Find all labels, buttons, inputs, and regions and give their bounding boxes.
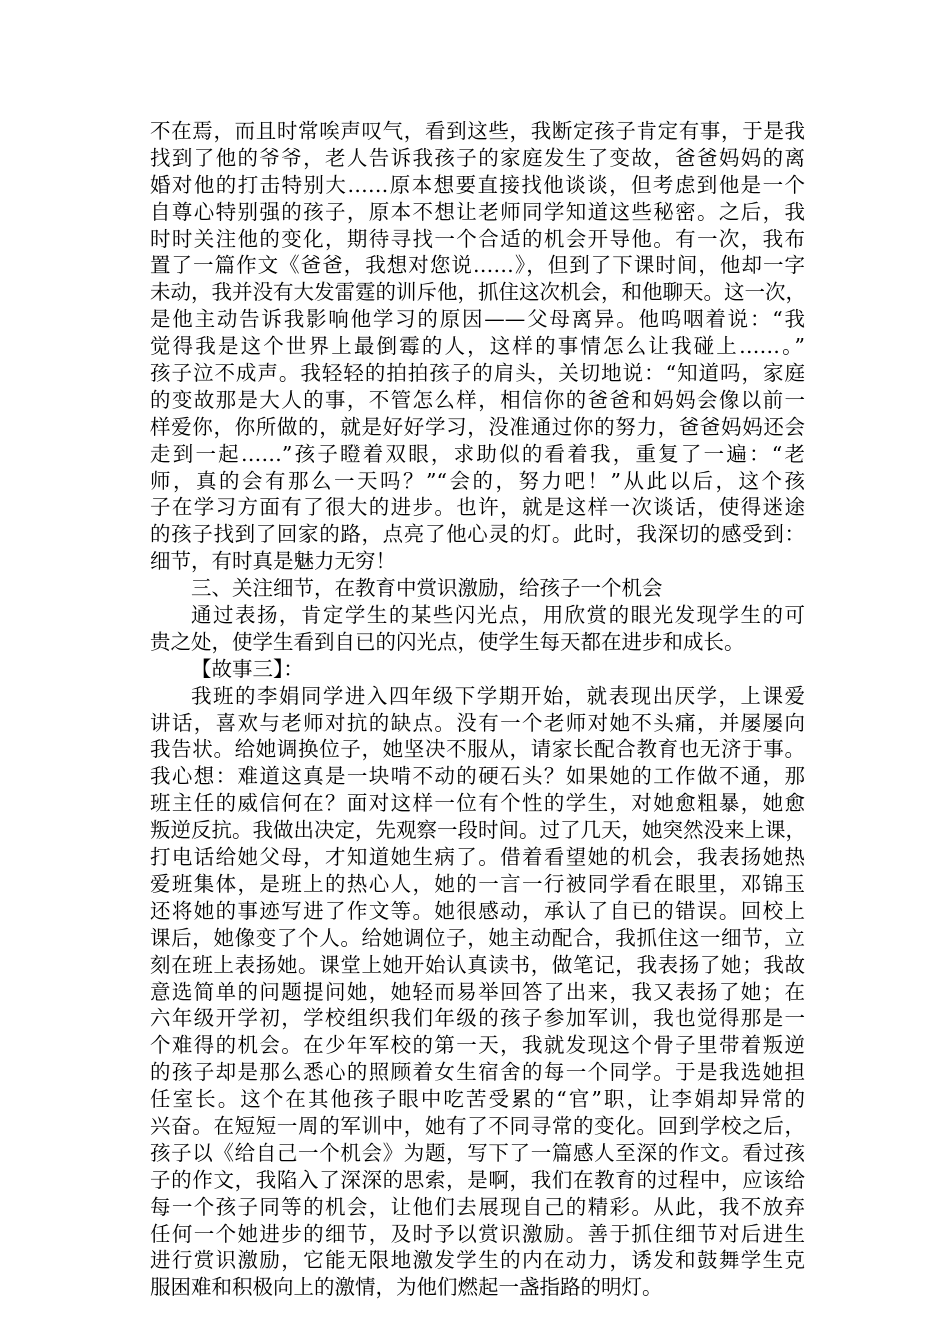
text-line: 自尊心特别强的孩子，原本不想让老师同学知道这些秘密。之后，我 [150,199,805,224]
text-line: 不在焉，而且时常唉声叹气，看到这些，我断定孩子肯定有事，于是我 [150,119,805,143]
text-line: 的孩子找到了回家的路，点亮了他心灵的灯。此时，我深切的感受到： [150,522,805,547]
text-line: 婚对他的打击特别大……原本想要直接找他谈谈，但考虑到他是一个 [150,172,805,197]
text-line: 是他主动告诉我影响他学习的原因——父母离异。他呜咽着说：“我 [150,307,805,332]
text-line: 孩子泣不成声。我轻轻的拍拍孩子的肩头，关切地说：“知道吗，家庭 [150,361,805,386]
text-line: 样爱你，你所做的，就是好好学习，没准通过你的努力，爸爸妈妈还会 [150,414,805,439]
text-line: 意选简单的问题提问她，她轻而易举回答了出来，我又表扬了她；在 [150,979,805,1004]
text-line: 孩子以《给自己一个机会》为题，写下了一篇感人至深的作文。看过孩 [150,1140,805,1165]
text-line: 班主任的威信何在？面对这样一位有个性的学生，对她愈粗暴，她愈 [150,791,805,816]
text-line: 爱班集体，是班上的热心人，她的一言一行被同学看在眼里，邓锦玉 [150,871,805,896]
text-line: 服困难和积极向上的激情，为他们燃起一盏指路的明灯。 [150,1275,663,1300]
text-line: 我告状。给她调换位子，她坚决不服从，请家长配合教育也无济于事。 [150,737,805,762]
text-line: 未动，我并没有大发雷霆的训斥他，抓住这次机会，和他聊天。这一次， [150,280,806,305]
text-line: 细节，有时真是魅力无穷！ [150,549,396,574]
text-line: 刻在班上表扬她。课堂上她开始认真读书，做笔记，我表扬了她；我故 [150,952,805,977]
text-line: 进行赏识激励，它能无限地激发学生的内在动力，诱发和鼓舞学生克 [150,1248,805,1273]
text-line: 子在学习方面有了很大的进步。也许，就是这样一次谈话，使得迷途 [150,495,805,520]
text-line: 讲话，喜欢与老师对抗的缺点。没有一个老师对她不头痛，并屡屡向 [150,710,805,735]
text-line: 子的作文，我陷入了深深的思索，是啊，我们在教育的过程中，应该给 [150,1167,805,1192]
text-line: 兴奋。在短短一周的军训中，她有了不同寻常的变化。回到学校之后， [150,1113,805,1138]
text-line: 三、关注细节，在教育中赏识激励，给孩子一个机会 [191,576,663,601]
text-line: 六年级开学初，学校组织我们年级的孩子参加军训，我也觉得那是一 [150,1006,805,1031]
text-line: 找到了他的爷爷，老人告诉我孩子的家庭发生了变故，爸爸妈妈的离 [150,145,805,170]
text-line: 任室长。这个在其他孩子眼中吃苦受累的“官”职，让李娟却异常的 [150,1087,805,1112]
text-line: 叛逆反抗。我做出决定，先观察一段时间。过了几天，她突然没来上课， [150,818,806,843]
text-line: 走到一起……”孩子瞪着双眼，求助似的看着我，重复了一遍：“老 [150,441,805,466]
text-line: 还将她的事迹写进了作文等。她很感动，承认了自已的错误。回校上 [150,898,805,923]
text-line: 【故事三】： [191,656,304,681]
text-line: 觉得我是这个世界上最倒霉的人，这样的事情怎么让我碰上……。” [150,334,805,359]
text-line: 置了一篇作文《爸爸，我想对您说……》，但到了下课时间，他却一字 [150,253,805,278]
text-line: 任何一个她进步的细节，及时予以赏识激励。善于抓住细节对后进生 [150,1221,805,1246]
text-line: 我班的李娟同学进入四年级下学期开始，就表现出厌学，上课爱 [191,683,805,708]
text-line: 课后，她像变了个人。给她调位子，她主动配合，我抓住这一细节，立 [150,925,805,950]
text-line: 的孩子却是那么悉心的照顾着女生宿舍的每一个同学。于是我选她担 [150,1060,805,1085]
text-line: 时时关注他的变化，期待寻找一个合适的机会开导他。有一次，我布 [150,226,805,251]
text-line: 通过表扬，肯定学生的某些闪光点，用欣赏的眼光发现学生的可 [191,603,805,628]
text-line: 个难得的机会。在少年军校的第一天，我就发现这个骨子里带着叛逆 [150,1033,805,1058]
text-line: 的变故那是大人的事，不管怎么样，相信你的爸爸和妈妈会像以前一 [150,387,805,412]
text-line: 我心想：难道这真是一块啃不动的硬石头？如果她的工作做不通，那 [150,764,805,789]
text-line: 每一个孩子同等的机会，让他们去展现自己的精彩。从此，我不放弃 [150,1194,805,1219]
text-line: 贵之处，使学生看到自已的闪光点，使学生每天都在进步和成长。 [150,629,745,654]
text-line: 师，真的会有那么一天吗？”“会的，努力吧！”从此以后，这个孩 [150,468,805,493]
text-line: 打电话给她父母，才知道她生病了。借着看望她的机会，我表扬她热 [150,845,805,870]
document-body [150,118,805,1301]
